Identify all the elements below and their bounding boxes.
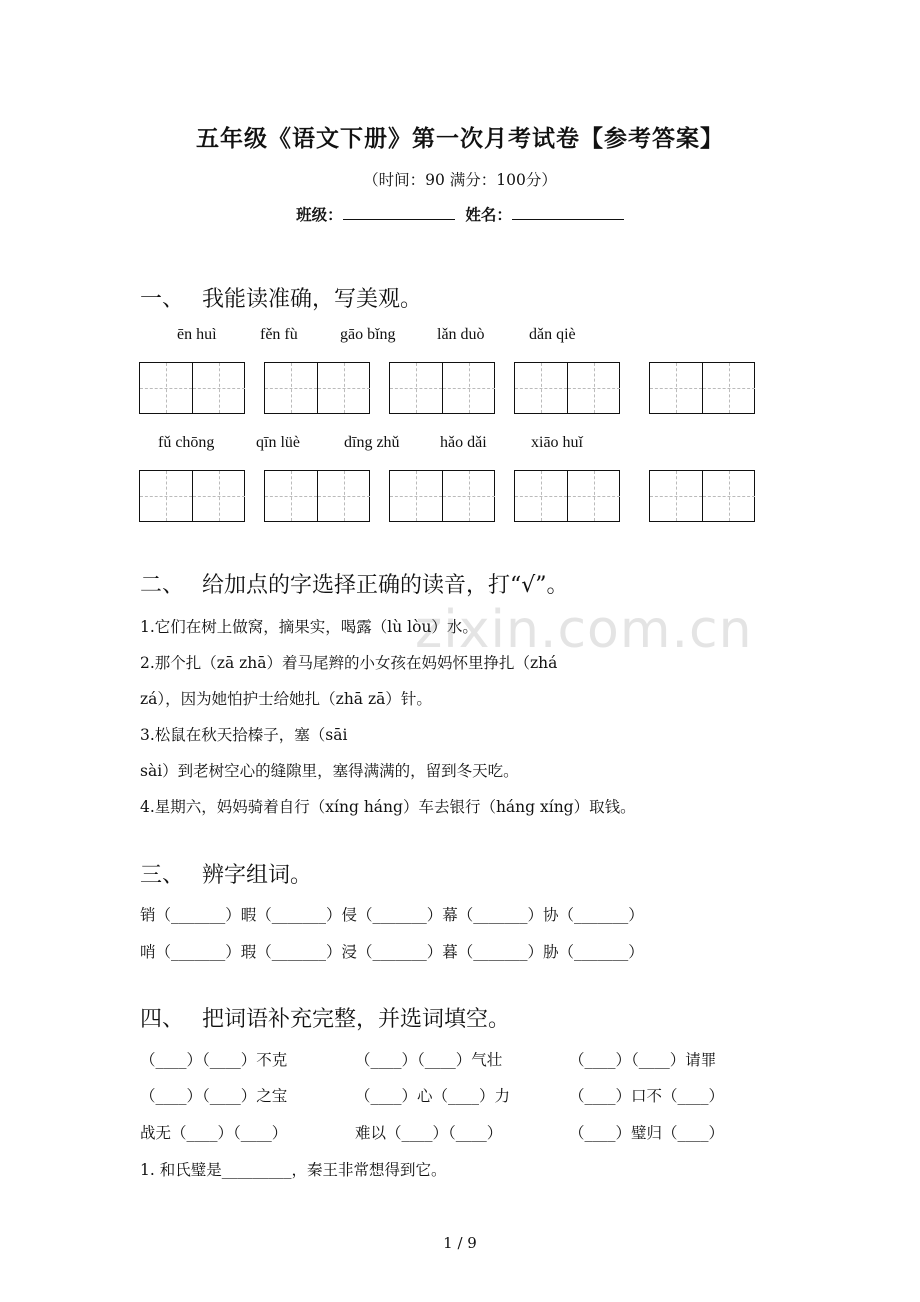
idiom-blank: （____）（____）气壮	[355, 1051, 503, 1069]
idiom-blank: 战无（____）（____）	[140, 1124, 288, 1142]
section-1-heading	[140, 282, 422, 313]
section-number: 二、	[140, 573, 185, 598]
pinyin-label: xiāo huǐ	[531, 434, 583, 451]
pinyin-label: hǎo dǎi	[440, 434, 487, 451]
pinyin-label: dǎn qiè	[529, 326, 576, 343]
name-label: 姓名：	[465, 205, 512, 224]
question-line: 1.它们在树上做窝，摘果实，喝露（lù lòu）水。	[140, 618, 478, 636]
writing-grid[interactable]	[514, 362, 620, 414]
pinyin-label: lǎn duò	[437, 326, 485, 343]
pinyin-label: dīng zhǔ	[344, 434, 400, 451]
writing-grid[interactable]	[649, 470, 755, 522]
section-number: 三、	[140, 863, 185, 888]
writing-grid[interactable]	[389, 362, 495, 414]
idiom-blank: （____）（____）请罪	[569, 1051, 717, 1069]
section-4-heading	[140, 1002, 510, 1033]
section-title: 我能读准确，写美观。	[202, 287, 423, 312]
question-line: sài）到老树空心的缝隙里，塞得满满的，留到冬天吃。	[140, 762, 519, 780]
pinyin-label: fǔ chōng	[158, 434, 215, 451]
question-line: zá），因为她怕护士给她扎（zhā zā）针。	[140, 690, 432, 708]
writing-grid[interactable]	[139, 470, 245, 522]
idiom-blank: （____）心（____）力	[355, 1087, 511, 1105]
pinyin-label: qīn lüè	[256, 434, 300, 451]
fill-question: 1. 和氏璧是_________，秦王非常想得到它。	[140, 1161, 447, 1179]
pinyin-label: fěn fù	[260, 326, 298, 343]
section-title: 把词语补充完整，并选词填空。	[202, 1007, 511, 1032]
writing-grid[interactable]	[389, 470, 495, 522]
question-line: 2.那个扎（zā zhā）着马尾辫的小女孩在妈妈怀里挣扎（zhá	[140, 654, 558, 672]
class-label: 班级：	[296, 205, 343, 224]
writing-grid[interactable]	[264, 470, 370, 522]
section-number: 一、	[140, 287, 185, 312]
idiom-blank: （____）口不（____）	[569, 1087, 725, 1105]
writing-grid[interactable]	[264, 362, 370, 414]
word-group-line: 销（_______）暇（_______）侵（_______）幕（_______）协（_______）	[140, 906, 644, 924]
word-group-line: 哨（_______）瑕（_______）浸（_______）暮（_______）胁（_______）	[140, 943, 644, 961]
student-info	[0, 203, 920, 225]
section-title: 给加点的字选择正确的读音，打“√”。	[202, 573, 569, 598]
question-line: 4.星期六，妈妈骑着自行（xíng háng）车去银行（háng xíng）取钱。	[140, 798, 636, 816]
writing-grid[interactable]	[139, 362, 245, 414]
writing-grid[interactable]	[514, 470, 620, 522]
page-number: 1 / 9	[443, 1234, 477, 1252]
idiom-blank: （____）（____）之宝	[140, 1087, 288, 1105]
name-blank[interactable]	[512, 205, 624, 220]
section-2-heading	[140, 568, 569, 599]
idiom-blank: （____）（____）不克	[140, 1051, 288, 1069]
idiom-blank: （____）璧归（____）	[569, 1124, 725, 1142]
writing-grid[interactable]	[649, 362, 755, 414]
page-title: 五年级《语文下册》第一次月考试卷【参考答案】	[196, 125, 724, 152]
section-number: 四、	[140, 1007, 185, 1032]
class-blank[interactable]	[343, 205, 455, 220]
exam-time-info: （时间：90 满分：100分）	[363, 171, 557, 189]
section-title: 辨字组词。	[202, 863, 313, 888]
pinyin-label: gāo bǐng	[340, 326, 396, 343]
pinyin-label: ēn huì	[177, 326, 217, 343]
idiom-blank: 难以（____）（____）	[355, 1124, 503, 1142]
section-3-heading	[140, 858, 312, 889]
question-line: 3.松鼠在秋天拾榛子，塞（sāi	[140, 726, 348, 744]
watermark: zixin.com.cn	[415, 600, 753, 660]
